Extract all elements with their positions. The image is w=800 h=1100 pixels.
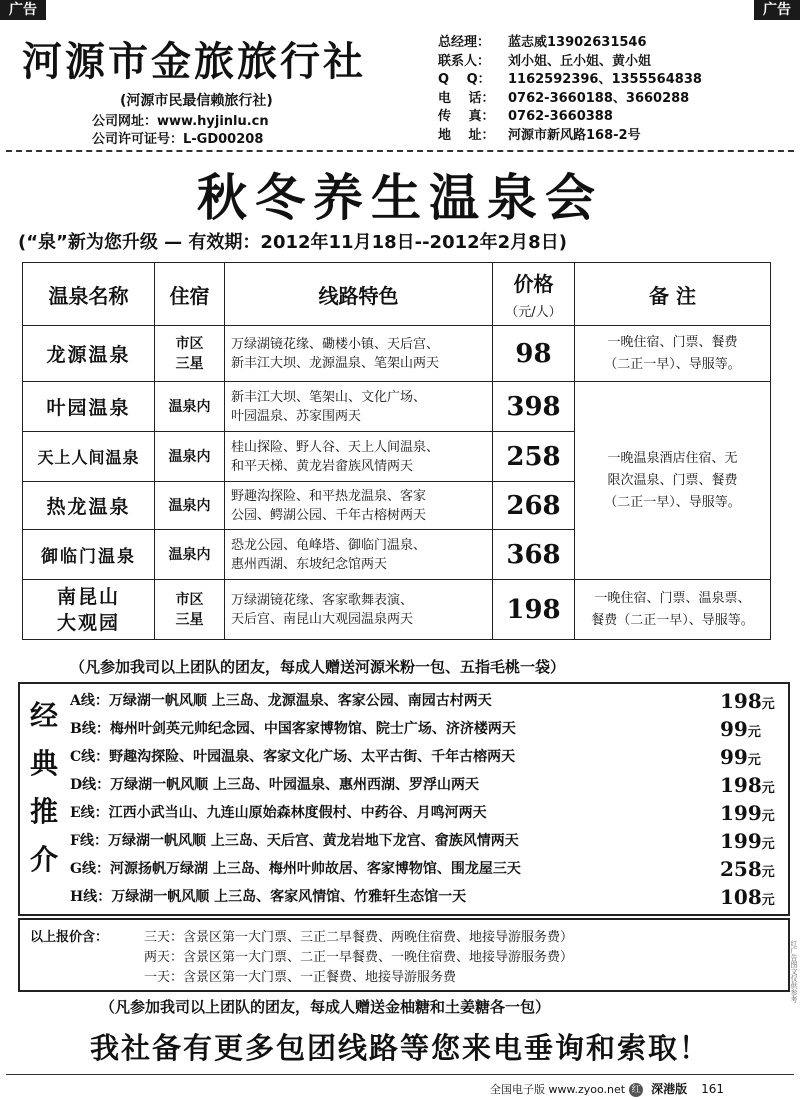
spring-note [575, 326, 771, 382]
route-line: 恐龙公园、龟峰塔、御临门温泉、 [231, 537, 427, 553]
spring-name: 御临门温泉 [23, 530, 155, 580]
route-line: 万绿湖镜花缘、磡楼小镇、天后宫、 [231, 336, 440, 352]
route-price-unit: 元 [761, 781, 775, 796]
note-line: （二正一早）、导服等。 [604, 494, 741, 510]
note-line: 限次温泉、门票、餐费 [607, 472, 738, 488]
spring-name [23, 580, 155, 640]
route-line-f [70, 828, 780, 854]
note-line: 一晚温泉酒店住宿、无 [607, 450, 738, 466]
route-price-value: 108 [720, 885, 762, 909]
route-text: A线：万绿湖一帆风顺 上三岛、龙源温泉、客家公园、南园古村两天 [70, 693, 492, 709]
route-text: G线：河源扬帆万绿湖 上三岛、梅州叶帅故居、客家博物馆、围龙屋三天 [70, 861, 521, 877]
ad-label-right: 广告 [754, 0, 800, 20]
route-line-c [70, 744, 780, 770]
spring-price: 368 [493, 530, 575, 580]
name-bottom: 大观园 [56, 611, 120, 634]
route-line-g [70, 856, 780, 882]
recommend-title-char: 经 [29, 699, 58, 732]
spring-name: 天上人间温泉 [23, 432, 155, 482]
spring-stay [155, 326, 225, 382]
company-slogan: (河源市民最信赖旅行社) [120, 93, 273, 109]
contact-block [438, 34, 702, 145]
route-price [720, 856, 775, 886]
contact-label: 地 址： [438, 127, 495, 143]
contact-row-phone [438, 90, 702, 109]
route-price [720, 744, 761, 774]
route-price-value: 258 [720, 857, 762, 881]
stay-bottom: 三星 [175, 611, 204, 628]
spring-stay [155, 580, 225, 640]
footer-edition: 深港版 [651, 1082, 688, 1096]
stay-bottom: 三星 [175, 355, 204, 372]
route-price-unit: 元 [761, 837, 775, 852]
gift-note-1: （凡参加我司以上团队的团友，每成人赠送河源米粉一包、五指毛桃一袋） [70, 658, 566, 676]
route-line: 万绿湖镜花缘、客家歌舞表演、 [231, 592, 414, 608]
route-line: 野趣沟探险、和平热龙温泉、客家 [231, 488, 427, 504]
spring-route [225, 326, 493, 382]
spring-route [225, 530, 493, 580]
route-price [720, 688, 775, 718]
includes-line: 三天：含景区第一大门票、三正二早餐费、两晚住宿费、地接导游服务费） [144, 930, 574, 945]
page-number: 161 [701, 1082, 724, 1096]
footer-divider [6, 1074, 794, 1075]
route-price-unit: 元 [761, 809, 775, 824]
price-includes-label: 以上报价含： [30, 930, 109, 945]
route-price [720, 884, 775, 914]
spring-note-merged [575, 382, 771, 580]
header-price [493, 263, 575, 326]
route-line: 天后宫、南昆山大观园温泉两天 [231, 611, 414, 627]
spring-price: 98 [493, 326, 575, 382]
route-text: D线：万绿湖一帆风顺 上三岛、叶园温泉、惠州西湖、罗浮山两天 [70, 777, 480, 793]
route-line: 惠州西湖、东坡纪念馆两天 [231, 556, 388, 572]
route-line: 新丰江大坝、龙源温泉、笔架山两天 [231, 355, 440, 371]
route-price-unit: 元 [761, 893, 775, 908]
route-line-b [70, 716, 780, 742]
contact-value: 1162592396、1355564838 [508, 72, 702, 87]
route-price [720, 716, 761, 746]
route-line: 公园、鳄湖公园、千年古榕树两天 [231, 507, 427, 523]
subheadline: (“泉”新为您升级 — 有效期：2012年11月18日--2012年2月8日) [18, 232, 567, 253]
recommend-title [24, 692, 64, 884]
contact-value: 0762-3660388 [508, 109, 613, 124]
header-stay: 住宿 [155, 263, 225, 326]
route-line-e [70, 800, 780, 826]
route-text: F线：万绿湖一帆风顺 上三岛、天后宫、黄龙岩地下龙宫、畲族风情两天 [70, 833, 519, 849]
table-row [23, 382, 771, 432]
spring-stay: 温泉内 [155, 530, 225, 580]
contact-value: 河源市新风路168-2号 [508, 127, 641, 143]
contact-label: 联系人： [438, 53, 491, 69]
footer-site: 全国电子版 www.zyoo.net [490, 1083, 626, 1096]
contact-row-qq [438, 71, 702, 90]
company-website: 公司网址：www.hyjinlu.cn [92, 114, 269, 129]
route-line: 叶园温泉、苏家围两天 [231, 408, 362, 424]
spring-price: 258 [493, 432, 575, 482]
route-text: E线：江西小武当山、九连山原始森林度假村、中药谷、月鸣河两天 [70, 805, 487, 821]
contact-row-address [438, 127, 702, 146]
spring-stay: 温泉内 [155, 432, 225, 482]
company-name: 河源市金旅旅行社 [22, 39, 366, 85]
red-logo-icon: 红 [629, 1083, 643, 1097]
route-line-a [70, 688, 780, 714]
recommend-title-char: 介 [29, 843, 58, 876]
route-price-value: 99 [720, 745, 748, 769]
contact-label: 传 真： [438, 109, 495, 124]
header-divider [6, 150, 794, 152]
contact-label: Q Q： [438, 72, 491, 87]
route-line: 和平天梯、黄龙岩畲族风情两天 [231, 458, 414, 474]
spring-stay: 温泉内 [155, 482, 225, 530]
spring-price: 198 [493, 580, 575, 640]
spring-route [225, 482, 493, 530]
spring-stay: 温泉内 [155, 382, 225, 432]
route-text: H线：万绿湖一帆风顺 上三岛、客家风情馆、竹雅轩生态馆一天 [70, 889, 467, 905]
spring-name: 叶园温泉 [23, 382, 155, 432]
route-price-value: 198 [720, 773, 762, 797]
contact-row-manager [438, 34, 702, 53]
table-row [23, 580, 771, 640]
side-disclaimer: 红广告图文仅供参考 [790, 940, 798, 1003]
header-note: 备 注 [575, 263, 771, 326]
route-price [720, 828, 775, 858]
route-line-d [70, 772, 780, 798]
contact-value: 蓝志威13902631546 [508, 35, 647, 50]
spring-name: 热龙温泉 [23, 482, 155, 530]
route-price-value: 199 [720, 801, 762, 825]
note-line: 一晚住宿、门票、温泉票、 [594, 590, 751, 606]
route-price-value: 198 [720, 689, 762, 713]
spring-name: 龙源温泉 [23, 326, 155, 382]
gift-note-2: （凡参加我司以上团队的团友，每成人赠送金柚糖和土姜糖各一包） [100, 998, 551, 1016]
route-line-h [70, 884, 780, 910]
route-text: C线：野趣沟探险、叶园温泉、客家文化广场、太平古街、千年古榕两天 [70, 749, 516, 765]
contact-label: 总经理： [438, 35, 491, 50]
note-line: 一晚住宿、门票、餐费 [607, 334, 738, 350]
header-route: 线路特色 [225, 263, 493, 326]
route-price [720, 772, 775, 802]
route-price-unit: 元 [747, 753, 761, 768]
hot-spring-table [22, 262, 771, 640]
note-line: 餐费（二正一早）、导服等。 [591, 612, 754, 628]
stay-top: 市区 [175, 335, 204, 352]
contact-row-fax [438, 108, 702, 127]
spring-price: 398 [493, 382, 575, 432]
table-header-row [23, 263, 771, 326]
route-price-value: 199 [720, 829, 762, 853]
route-text: B线：梅州叶剑英元帅纪念园、中国客家博物馆、院士广场、济济楼两天 [70, 721, 516, 737]
recommend-title-char: 推 [29, 795, 58, 828]
spring-price: 268 [493, 482, 575, 530]
route-price-unit: 元 [747, 725, 761, 740]
recommended-routes-box [18, 682, 790, 916]
contact-value: 0762-3660188、3660288 [508, 90, 690, 106]
spring-route [225, 432, 493, 482]
table-row [23, 326, 771, 382]
price-includes-box [18, 918, 790, 992]
header-name: 温泉名称 [23, 263, 155, 326]
page-footer [490, 1080, 724, 1097]
call-to-action: 我社备有更多包团线路等您来电垂询和索取！ [89, 1031, 710, 1065]
note-line: （二正一早）、导服等。 [604, 356, 741, 372]
spring-route [225, 580, 493, 640]
name-top: 南昆山 [56, 585, 120, 608]
route-price-unit: 元 [761, 697, 775, 712]
contact-row-person [438, 53, 702, 72]
stay-top: 市区 [175, 591, 204, 608]
recommend-title-char: 典 [29, 747, 58, 780]
ad-label-left: 广告 [0, 0, 46, 20]
includes-line: 一天：含景区第一大门票、一正餐费、地接导游服务费 [144, 970, 457, 985]
route-line: 新丰江大坝、笔架山、文化广场、 [231, 389, 427, 405]
company-license: 公司许可证号：L-GD00208 [92, 132, 264, 147]
route-price-value: 99 [720, 717, 748, 741]
contact-value: 刘小姐、丘小姐、黄小姐 [508, 53, 652, 69]
header-price-label: 价格 [513, 272, 554, 296]
header-price-unit: （元/人） [505, 305, 562, 320]
contact-label: 电 话： [438, 90, 495, 106]
route-price-unit: 元 [761, 865, 775, 880]
headline: 秋冬养生温泉会 [197, 168, 603, 227]
spring-route [225, 382, 493, 432]
includes-line: 两天：含景区第一大门票、二正一早餐费、一晚住宿费、地接导游服务费） [144, 950, 574, 965]
route-line: 桂山探险、野人谷、天上人间温泉、 [231, 439, 440, 455]
spring-note [575, 580, 771, 640]
route-price [720, 800, 775, 830]
